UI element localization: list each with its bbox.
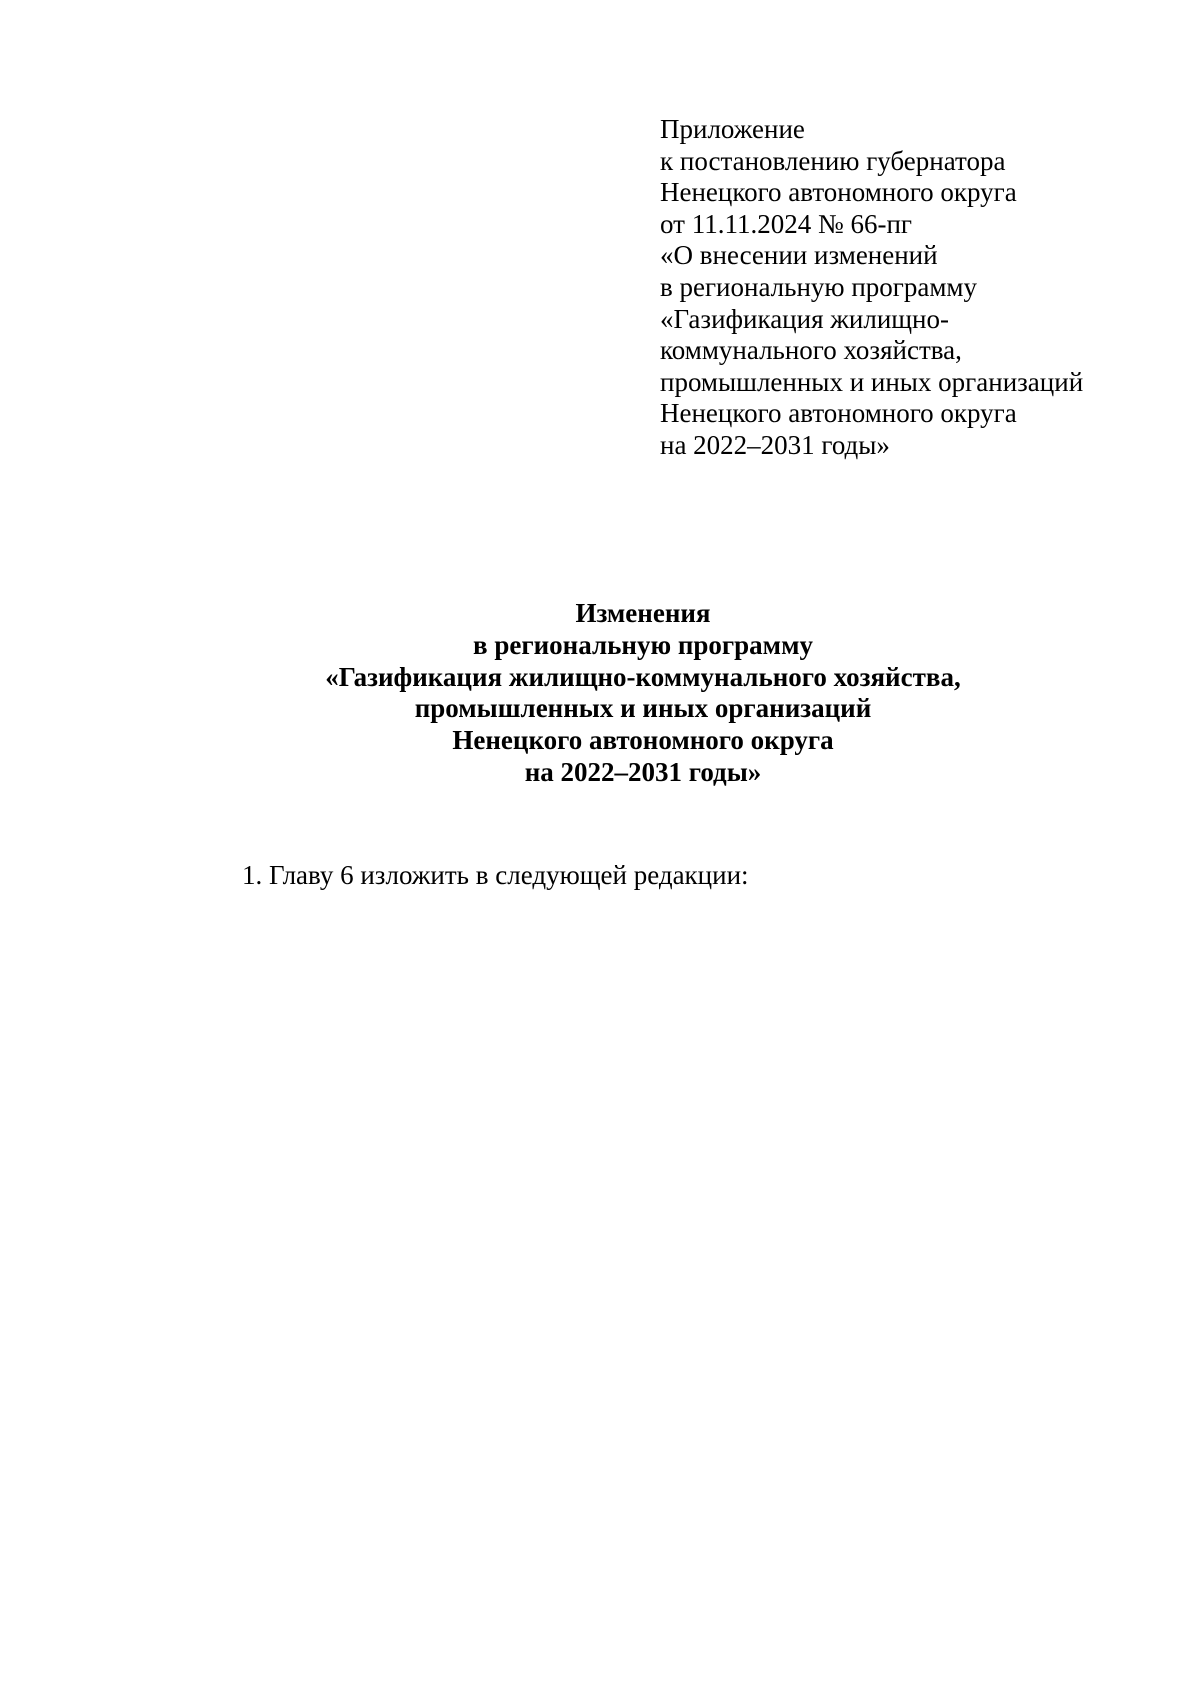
appendix-line: Ненецкого автономного округа <box>660 398 1017 429</box>
appendix-line: «О внесении изменений <box>660 240 938 271</box>
title-line: Ненецкого автономного округа <box>452 725 834 756</box>
appendix-line: на 2022–2031 годы» <box>660 429 890 460</box>
appendix-line: промышленных и иных организаций <box>660 366 1084 397</box>
appendix-line: «Газификация жилищно- <box>660 303 949 334</box>
appendix-line: от 11.11.2024 № 66-пг <box>660 208 912 239</box>
body-paragraph-1: 1. Главу 6 изложить в следующей редакции: <box>242 860 749 890</box>
appendix-line: к постановлению губернатора <box>660 145 1006 176</box>
appendix-line: в региональную программу <box>660 271 978 302</box>
appendix-line: Ненецкого автономного округа <box>660 177 1017 208</box>
document-title <box>100 598 1186 789</box>
title-line: на 2022–2031 годы» <box>524 756 762 787</box>
appendix-line: коммунального хозяйства, <box>660 335 962 366</box>
title-line: «Газификация жилищно-коммунального хозяйства, <box>325 661 961 692</box>
appendix-line: Приложение <box>660 114 805 144</box>
appendix-header <box>660 114 1180 462</box>
title-line: Изменения <box>575 598 711 628</box>
title-line: в региональную программу <box>473 629 813 660</box>
title-line: промышленных и иных организаций <box>414 693 872 724</box>
